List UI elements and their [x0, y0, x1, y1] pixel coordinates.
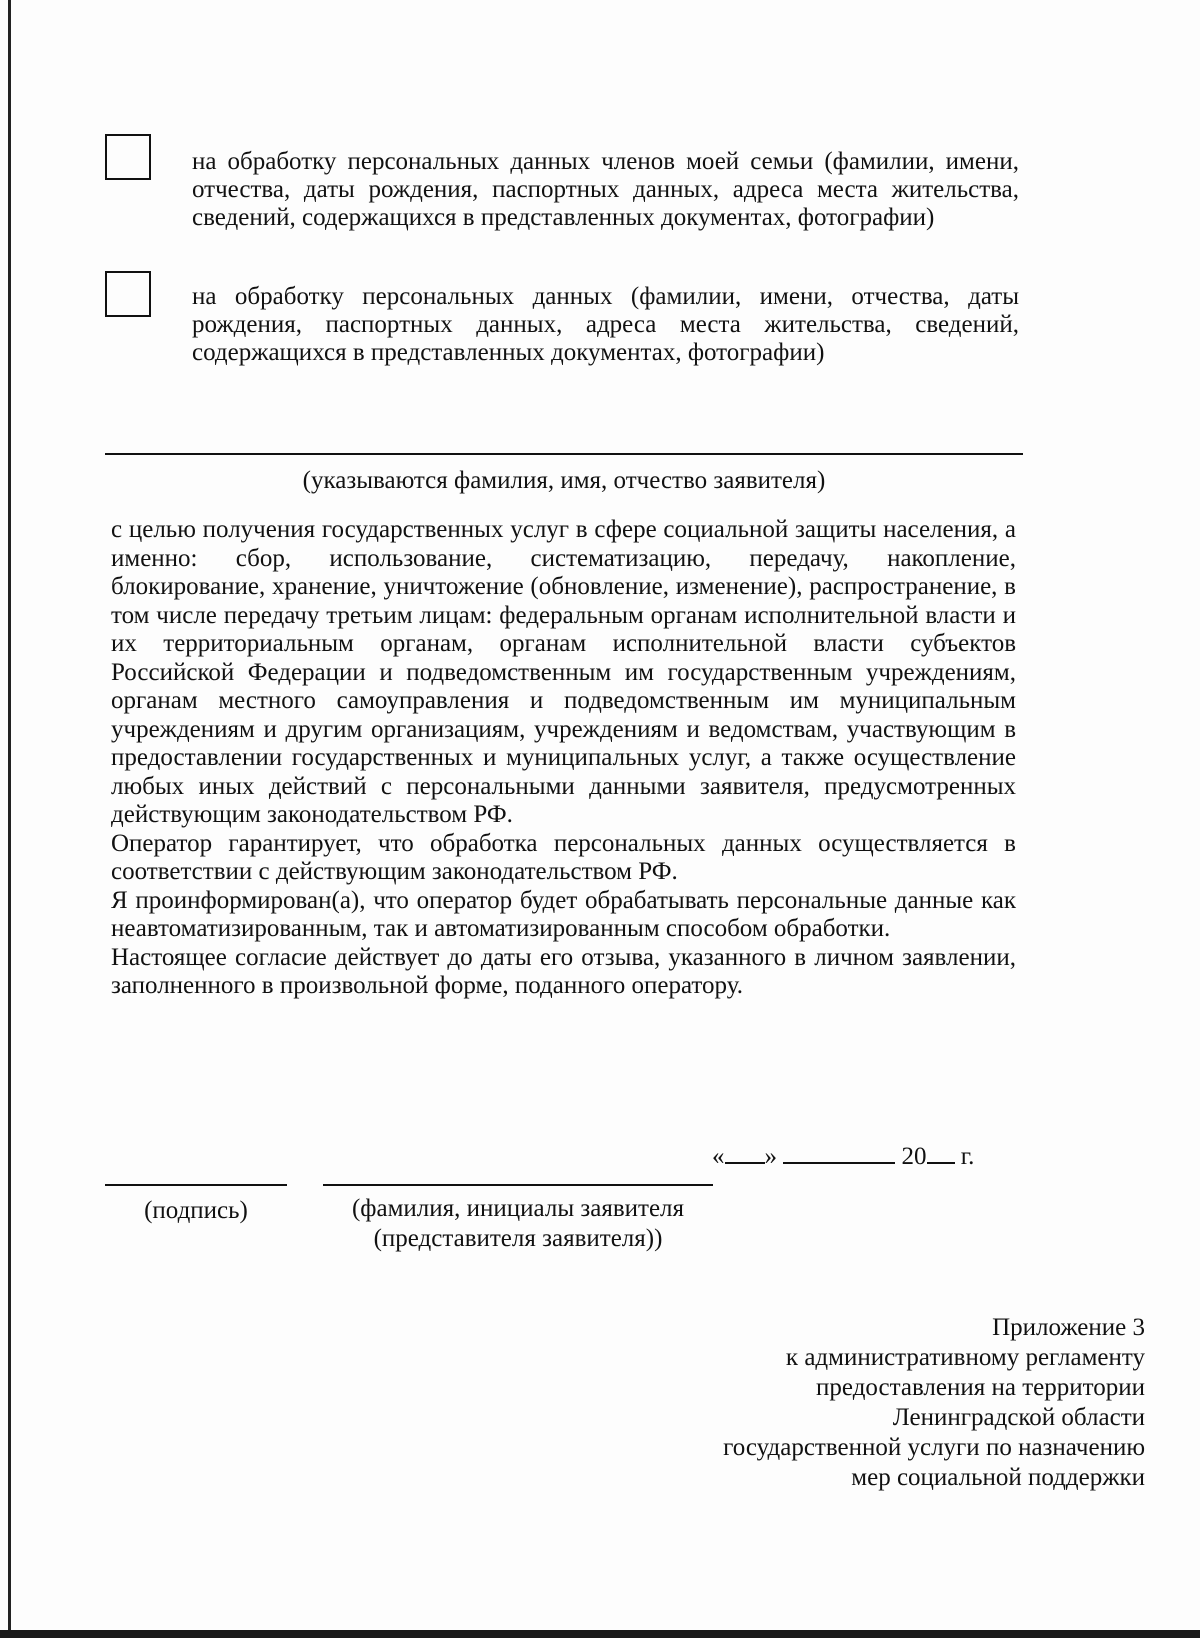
consent-family-checkbox[interactable]: [105, 134, 151, 180]
appendix-line: государственной услуги по назначению: [723, 1434, 1145, 1461]
appendix-line: Ленинградской области: [892, 1404, 1145, 1431]
consent-body: [111, 516, 1016, 1001]
applicant-initials-label-line1: (фамилия, инициалы заявителя: [351, 1195, 685, 1222]
signature-label: (подпись): [144, 1197, 248, 1224]
date-year-blank[interactable]: [927, 1140, 955, 1164]
consent-family-text: на обработку персональных данных членов моей семьи (фамилии, имени, отчества, даты рождения, паспортных данных, адреса места жительства, сведений, содержащихся в представленных документах, фотографии): [192, 148, 1019, 231]
processing-method-paragraph: Я проинформирован(а), что оператор будет обрабатывать персональные данные как неавтоматизированным, так и автоматизированным способом обработки.: [111, 886, 1016, 942]
scan-bottom-edge: [0, 1630, 1200, 1638]
applicant-initials-label: [318, 1194, 718, 1254]
date-month-blank[interactable]: [783, 1140, 895, 1164]
signature-line[interactable]: [105, 1184, 287, 1186]
date-year-prefix: 20: [901, 1143, 927, 1170]
date-day-blank[interactable]: [725, 1140, 765, 1164]
validity-paragraph: Настоящее согласие действует до даты его отзыва, указанного в личном заявлении, заполненного в произвольной форме, поданного оператору.: [111, 943, 1016, 999]
consent-self-checkbox[interactable]: [105, 271, 151, 317]
operator-guarantee-paragraph: Оператор гарантирует, что обработка персональных данных осуществляется в соответствии с действующим законодательством РФ.: [111, 829, 1016, 885]
applicant-initials-label-line2: (представителя заявителя)): [373, 1225, 663, 1252]
scan-left-edge: [8, 0, 11, 1638]
consent-purpose-paragraph: с целью получения государственных услуг в сфере социальной защиты населения, а именно: сбор, использование, систематизацию, передачу, накопление, блокирование, хранение, уничтожение (обновление, изменение), распространение, в том числе передачу третьим лицам: федеральным органам исполнительной власти и их территориальным органам, органам исполнительной власти субъектов Российской Федерации и подведомственным им государственным учреждениям, органам местного самоуправления и подведомственным им муниципальным учреждениям и другим организациям, учреждениям и ведомствам, участвующим в предоставлении государственных и муниципальных услуг, а также осуществление любых иных действий с персональными данными заявителя, предусмотренных действующим законодательством РФ.: [111, 516, 1016, 828]
consent-self-text: на обработку персональных данных (фамилии, имени, отчества, даты рождения, паспортных данных, адреса места жительства, сведений, содержащихся в представленных документах, фотографии): [192, 283, 1019, 366]
appendix-line: мер социальной поддержки: [851, 1464, 1145, 1491]
applicant-name-line[interactable]: [105, 453, 1023, 455]
date-open-quote: «: [712, 1143, 725, 1170]
signature-date: [712, 1140, 974, 1172]
appendix-line: предоставления на территории: [816, 1374, 1145, 1401]
applicant-name-caption: (указываются фамилия, имя, отчество заявителя): [302, 467, 826, 494]
date-year-suffix: г.: [960, 1143, 975, 1170]
date-close-quote: »: [764, 1143, 777, 1170]
applicant-initials-line[interactable]: [323, 1184, 713, 1186]
appendix-title: Приложение 3: [992, 1314, 1145, 1341]
appendix-header: [560, 1313, 1145, 1493]
appendix-line: к административному регламенту: [785, 1344, 1145, 1371]
